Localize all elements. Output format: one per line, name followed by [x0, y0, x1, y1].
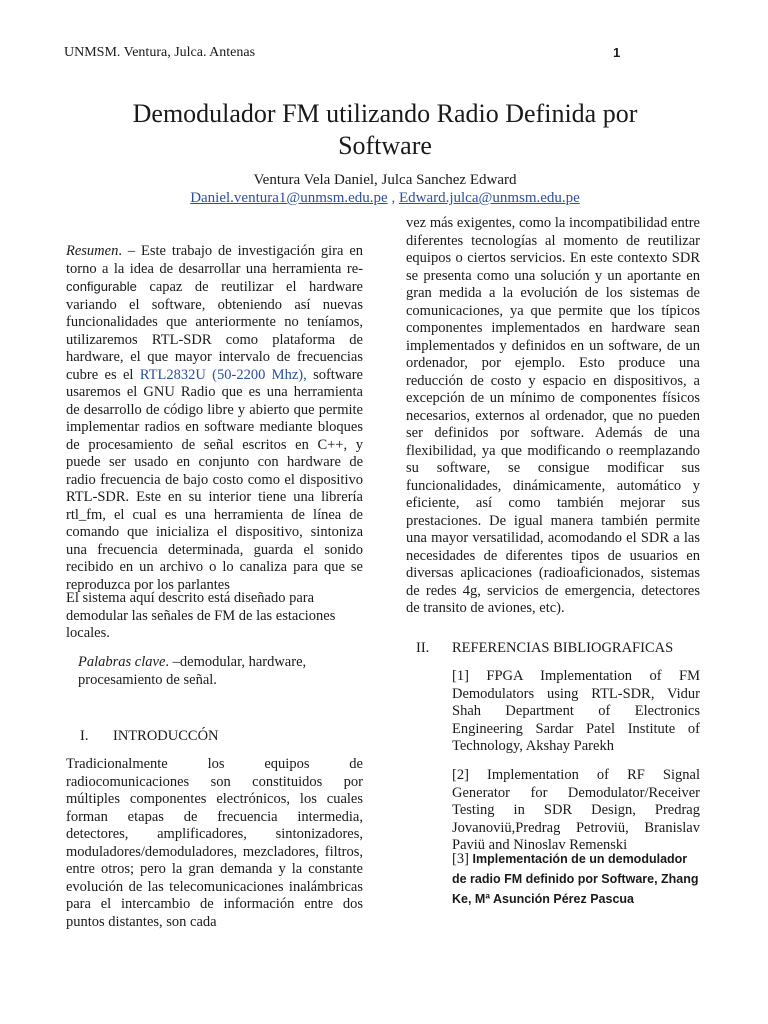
section-number: II. [416, 640, 430, 656]
abstract-label: Resumen [66, 243, 119, 259]
abstract-text-c: software usaremos el GNU Radio que es una herramienta de desarrollo de código libre y abierto que permite implementar radios en software mediante bloques de procesamiento de señal escritos en C++, y puede ser usado en conjunto con hardware de radio frecuencia de bajo costo como el dispositivo RTL-SDR. Este en su interior tiene una librería rtl_fm, el cual es una herramienta de línea de comando que inicializa el dispositivo, sintoniza una frecuencia determinada, guarda el sonido recibido en un archivo o lo canaliza para que se reproduzca por los parlantes [66, 366, 363, 593]
abstract [66, 243, 363, 594]
email-link-2[interactable]: Edward.julca@unmsm.edu.pe [398, 190, 580, 206]
abstract-chip-name: RTL2832U (50-2200 Mhz), [139, 366, 307, 383]
introduction-text-right: vez más exigentes, como la incompatibilidad entre diferentes tecnologías al momento de reutilizar equipos o ciertos servicios. En este contexto SDR se presenta como una solución y un aportante en gran medida a la evolución de los sistemas de comunicaciones, ya que permite que los típicos componentes implementados en hardware sean implementados y definidos en un software, de un ordenador, por ejemplo. Esto produce una reducción de costo y espacio en dispositivos, a excepción de un mínimo de componentes físicos necesarios, externos al ordenador, que no pueden ser definidos por software. Además de una flexibilidad, ya que modificando o reemplazando su software, se consigue modificar sus funcionalidades, dinámicamente, automático y eficiente, así como también mejorar sus prestaciones. De igual manera también permite una mayor versatilidad, acomodando el SDR a las necesidades de diferentes tipos de usuarios en diversas aplicaciones (radioaficionados, sistemas de redes 4g, servicios de emergencia, detectores de transito de aviones, etc). [406, 215, 700, 616]
keywords-text: demodular, hardware, procesamiento de señal. [78, 654, 307, 688]
keywords-label: Palabras clave [78, 654, 166, 670]
page-number: 1 [613, 45, 621, 60]
reference-1: [1] FPGA Implementation of FM Demodulators using RTL-SDR, Vidur Shah Department of Electronics Engineering Sardar Patel Institute of Technology, Akshay Parekh [452, 668, 700, 754]
abstract-paragraph-2: El sistema aquí descrito está diseñado para demodular las señales de FM de las estaciones locales. [66, 590, 336, 641]
keywords-separator: . – [165, 654, 180, 670]
abstract-paragraph [66, 243, 363, 594]
section-title: REFERENCIAS BIBLIOGRAFICAS [452, 640, 674, 656]
abstract-label-suffix: . – [118, 243, 142, 259]
author-list: Ventura Vela Daniel, Julca Sanchez Edward [253, 172, 517, 188]
section-number: I. [80, 728, 89, 744]
running-head: UNMSM. Ventura, Julca. Antenas [64, 45, 256, 60]
abstract-configurable: configurable [66, 279, 137, 294]
abstract-text-a: Este trabajo de investigación gira en torno a la idea de desarrollar una herramienta re- [66, 243, 364, 277]
reference-3 [452, 849, 700, 909]
keywords [78, 654, 358, 689]
reference-3-text: Implementación de un demodulador de radio FM definido por Software, Zhang Ke, Mª Asunción Pérez Pascua [452, 852, 699, 906]
section-heading-references [416, 640, 673, 658]
paper-title [90, 98, 680, 162]
abstract-text-b: capaz de reutilizar el hardware variando el software, obteniendo así nuevas funcionalidades que anteriormente no teníamos, utilizaremos RTL-SDR como plataforma de hardware, el que mayor intervalo de frecuencias cubre es el [66, 279, 363, 383]
introduction-text-left: Tradicionalmente los equipos de radiocomunicaciones son constituidos por múltiples componentes electrónicos, los cuales forman etapas de frecuencia intermedia, detectores, amplificadores, sintonizadores, moduladores/demoduladores, mezcladores, filtros, entre otros; pero la gran demanda y la constante evolución de las telecomunicaciones inalámbricas para el intercambio de información entre dos puntos distantes, son cada [66, 756, 363, 930]
reference-2: [2] Implementation of RF Signal Generator for Demodulator/Receiver Testing in SDR Design, Predrag Jovanoviü,Predrag Petroviü, Branislav Paviü and Ninoslav Remenski [452, 767, 700, 853]
title-line-2: Software [338, 131, 432, 160]
email-separator: , [387, 190, 399, 206]
email-link-1[interactable]: Daniel.ventura1@unmsm.edu.pe [190, 190, 388, 206]
reference-3-number: [3] [452, 851, 473, 867]
title-line-1: Demodulador FM utilizando Radio Definida por [132, 99, 638, 128]
author-emails [90, 190, 680, 207]
section-heading-introduction [80, 728, 219, 746]
section-title: INTRODUCCÓN [113, 728, 219, 744]
